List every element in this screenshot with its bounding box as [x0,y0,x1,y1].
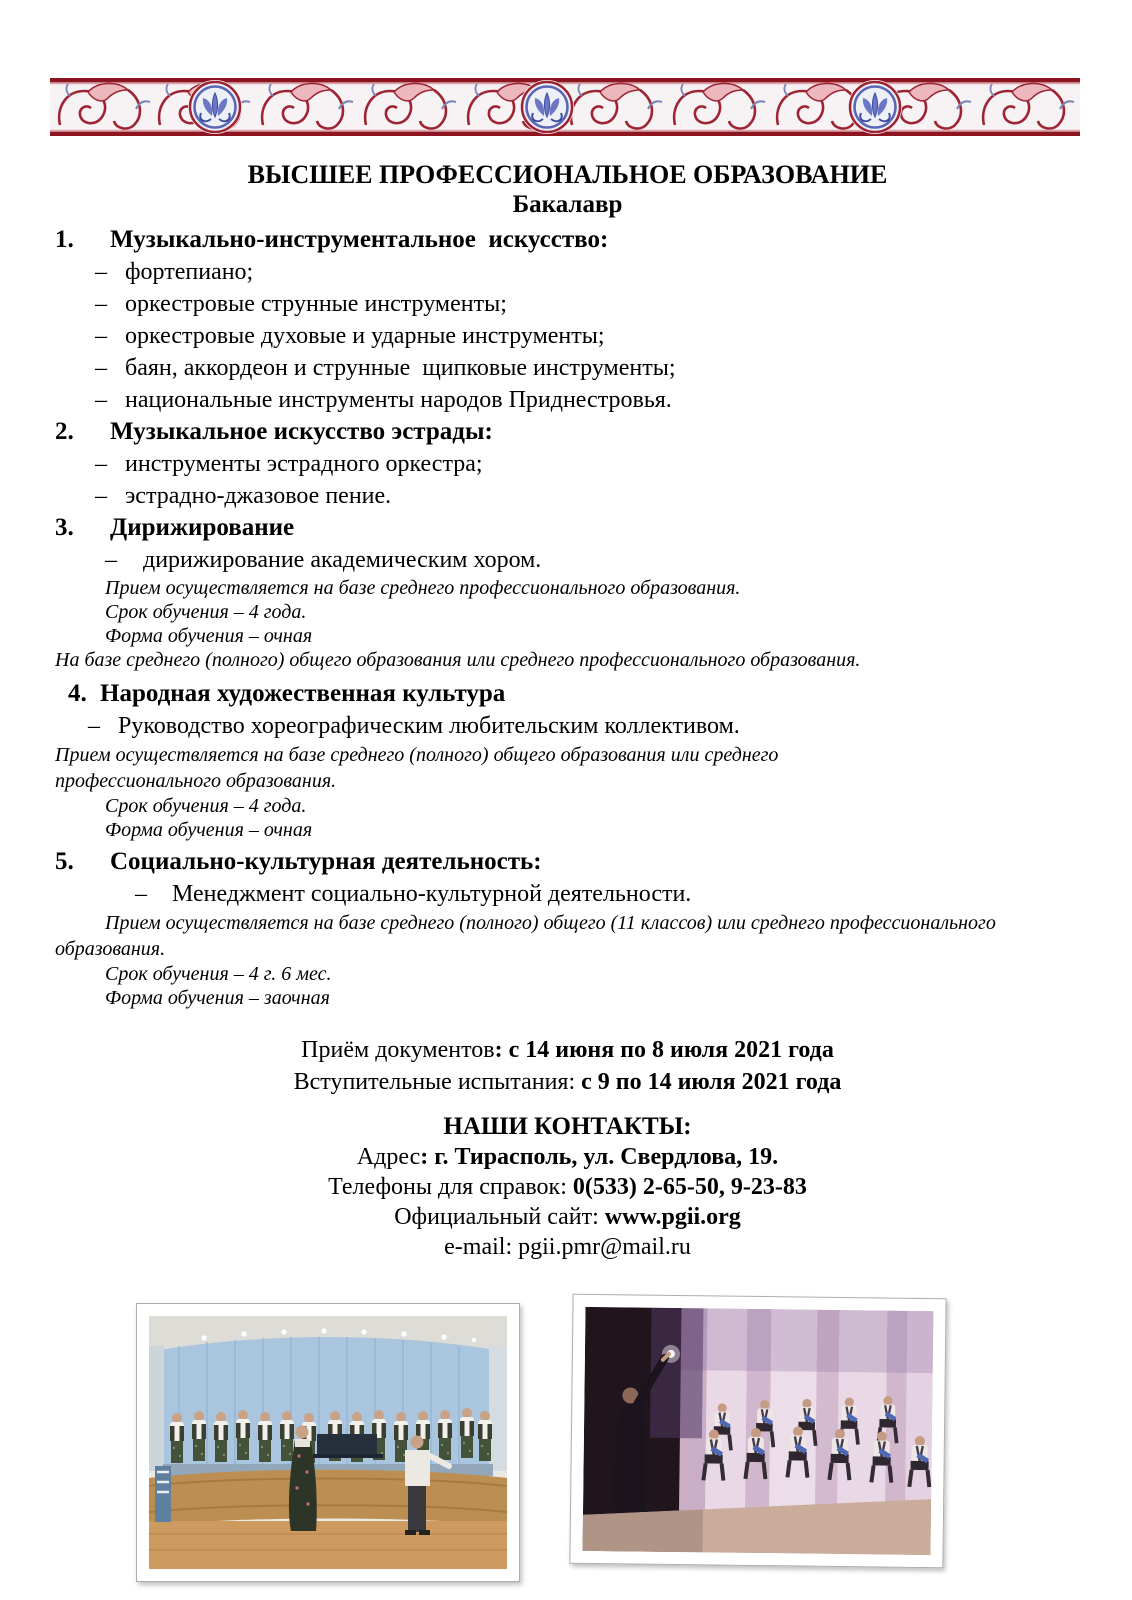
section-2-number: 2. [55,418,74,445]
page-title: ВЫСШЕЕ ПРОФЕССИОНАЛЬНОЕ ОБРАЗОВАНИЕ [247,160,888,189]
bullet-dash: – [95,323,107,349]
list-item [55,878,1080,910]
section-5-title: Социально-культурная деятельность: [110,848,542,875]
phone-label: Телефоны для справок: [328,1174,573,1200]
documents-dates-label: Приём документов [301,1037,495,1063]
list-item-text: национальные инструменты народов Приднестровья. [125,387,672,413]
bullet-dash: – [95,355,107,381]
section-5-number: 5. [55,848,74,875]
phone-value: 0(533) 2-65-50, 9-23-83 [572,1174,807,1200]
website-label: Официальный сайт: [394,1204,605,1230]
bullet-dash: – [95,451,107,477]
exams-dates-value: с 9 по 14 июля 2021 года [581,1069,842,1095]
address-label: Адрес [356,1144,421,1170]
address-value: : г. Тирасполь, ул. Свердлова, 19. [420,1144,779,1170]
list-item-text: оркестровые струнные инструменты; [125,291,507,317]
photo-orchestra-conductor [569,1294,946,1569]
duration-note: Срок обучения – 4 г. 6 мес. [105,963,332,985]
page-subtitle: Бакалавр [512,191,623,218]
phone-line [55,1172,1080,1202]
website-line [55,1202,1080,1232]
list-item-text: оркестровые духовые и ударные инструменты; [125,323,605,349]
exams-dates-line [55,1066,1080,1098]
list-item [55,288,1080,320]
documents-dates-value: : с 14 июня по 8 июля 2021 года [494,1037,834,1063]
section-2-heading [55,416,1080,448]
bullet-dash: – [95,483,107,509]
bullet-dash: – [95,259,107,285]
list-item [55,544,1080,576]
section-3-number: 3. [55,514,74,541]
list-item [55,448,1080,480]
bullet-dash: – [95,291,107,317]
contacts-block [55,1112,1080,1262]
list-item-text: Руководство хореографическим любительским коллективом. [118,713,740,739]
bullet-dash: – [105,547,117,573]
email-line: e-mail: pgii.pmr@mail.ru [444,1234,691,1260]
form-note: Форма обучения – очная [105,625,313,647]
section-3-title: Дирижирование [110,514,295,541]
duration-note: Срок обучения – 4 года. [105,795,307,817]
list-item [55,352,1080,384]
list-item-text: Менеджмент социально-культурной деятельности. [172,881,692,907]
section-4-title: Народная художественная культура [100,680,506,707]
section-2-title: Музыкальное искусство эстрады: [110,418,493,445]
section-5-heading [55,846,1080,878]
section-3-heading [55,512,1080,544]
admission-note: Прием осуществляется на базе среднего (полного) общего образования или среднего профессионального образования. [55,744,779,792]
duration-note: Срок обучения – 4 года. [105,601,307,623]
admission-note-full: На базе среднего (полного) общего образования или среднего профессионального образования. [55,649,861,671]
section-1-number: 1. [55,226,74,253]
website-value: www.pgii.org [604,1204,741,1230]
contacts-heading: НАШИ КОНТАКТЫ: [443,1113,692,1140]
dates-block [55,1034,1080,1098]
photo-orchestra-conductor-image [583,1307,934,1555]
list-item-text: инструменты эстрадного оркестра; [125,451,483,477]
section-4-heading [55,678,1080,710]
section-1-title: Музыкально-инструментальное искусство: [110,226,609,253]
photo-folk-orchestra [136,1303,520,1582]
photo-folk-orchestra-image [149,1316,507,1569]
section-4-number: 4. [68,680,87,707]
bullet-dash: – [88,713,100,739]
exams-dates-label: Вступительные испытания: [293,1069,582,1095]
list-item-text: дирижирование академическим хором. [143,547,542,573]
ornament-border-graphic [50,78,1080,136]
list-item [55,480,1080,512]
bullet-dash: – [95,387,107,413]
admission-note: Прием осуществляется на базе среднего профессионального образования. [105,577,741,599]
admission-note: Прием осуществляется на базе среднего (полного) общего (11 классов) или среднего профессионального образования. [55,912,996,960]
form-note: Форма обучения – очная [105,819,313,841]
content [55,160,1080,1262]
form-note: Форма обучения – заочная [105,987,330,1009]
list-item [55,320,1080,352]
bullet-dash: – [135,881,147,907]
list-item [55,256,1080,288]
list-item [55,384,1080,416]
list-item-text: баян, аккордеон и струнные щипковые инструменты; [125,355,676,381]
list-item [55,710,1080,742]
ornament-border [50,78,1080,136]
section-1-heading [55,224,1080,256]
list-item-text: эстрадно-джазовое пение. [125,483,392,509]
list-item-text: фортепиано; [125,259,254,285]
documents-dates-line [55,1034,1080,1066]
address-line [55,1142,1080,1172]
